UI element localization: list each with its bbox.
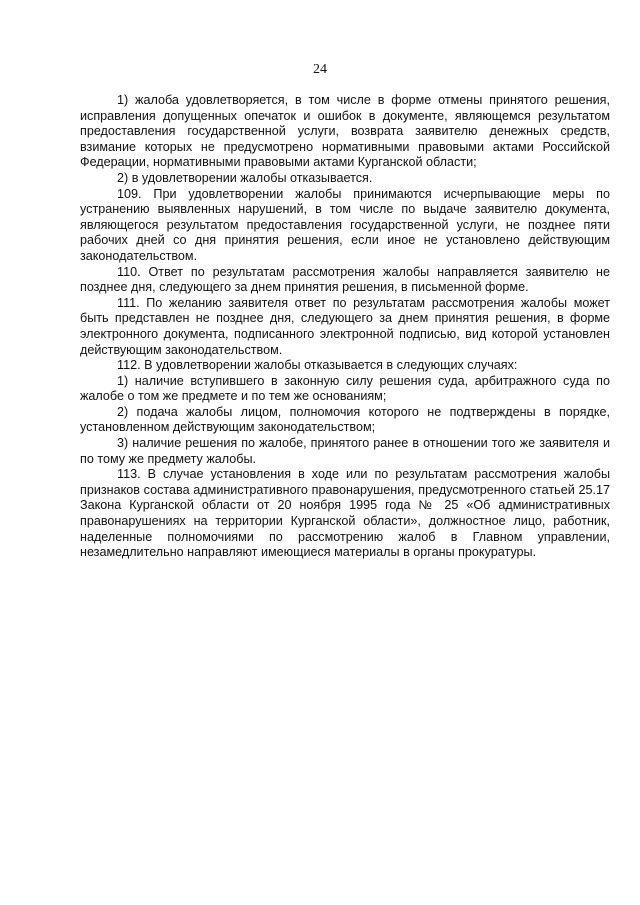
paragraph-110: 110. Ответ по результатам рассмотрения жалобы направляется заявителю не позднее дня, следующего за днем принятия решения, в письменной форме. (80, 264, 610, 295)
paragraph-1-complaint-satisfied: 1) жалоба удовлетворяется, в том числе в форме отмены принятого решения, исправления допущенных опечаток и ошибок в документе, являющемся результатом предоставления государственной услуги, возврата заявителю денежных средств, взимание которых не предусмотрено нормативными правовыми актами Российской Федерации, нормативными правовыми актами Курганской области; (80, 93, 610, 170)
paragraph-112-item-3: 3) наличие решения по жалобе, принятого ранее в отношении того же заявителя и по тому же предмету жалобы. (80, 436, 610, 466)
paragraph-2-complaint-refused: 2) в удовлетворении жалобы отказывается. (117, 170, 373, 185)
document-body (80, 93, 610, 561)
paragraph-112-item-1: 1) наличие вступившего в законную силу решения суда, арбитражного суда по жалобе о том же предмете и по тем же основаниям; (80, 373, 610, 404)
paragraph-112-item-2: 2) подача жалобы лицом, полномочия которого не подтверждены в порядке, установленном действующим законодательством; (80, 404, 610, 435)
paragraph-111: 111. По желанию заявителя ответ по результатам рассмотрения жалобы может быть представлен не позднее дня, следующего за днем принятия решения, в форме электронного документа, подписанного электронной подписью, вид которой установлен действующим законодательством. (80, 295, 610, 357)
paragraph-113: 113. В случае установления в ходе или по результатам рассмотрения жалобы признаков состава административного правонарушения, предусмотренного статьей 25.17 Закона Курганской области от 20 ноября 1995 года № 25 «Об административных правонарушениях на территории Курганской области», должностное лицо, работник, наделенные полномочиями по рассмотрению жалоб в Главном управлении, незамедлительно направляют имеющиеся материалы в органы прокуратуры. (80, 467, 610, 560)
paragraph-109: 109. При удовлетворении жалобы принимаются исчерпывающие меры по устранению выявленных нарушений, в том числе по выдаче заявителю документа, являющегося результатом предоставления государственной услуги, не позднее пяти рабочих дней со дня принятия решения, если иное не установлено действующим законодательством. (80, 186, 610, 263)
page-number: 24 (313, 62, 327, 77)
paragraph-112: 112. В удовлетворении жалобы отказывается в следующих случаях: (117, 358, 518, 373)
